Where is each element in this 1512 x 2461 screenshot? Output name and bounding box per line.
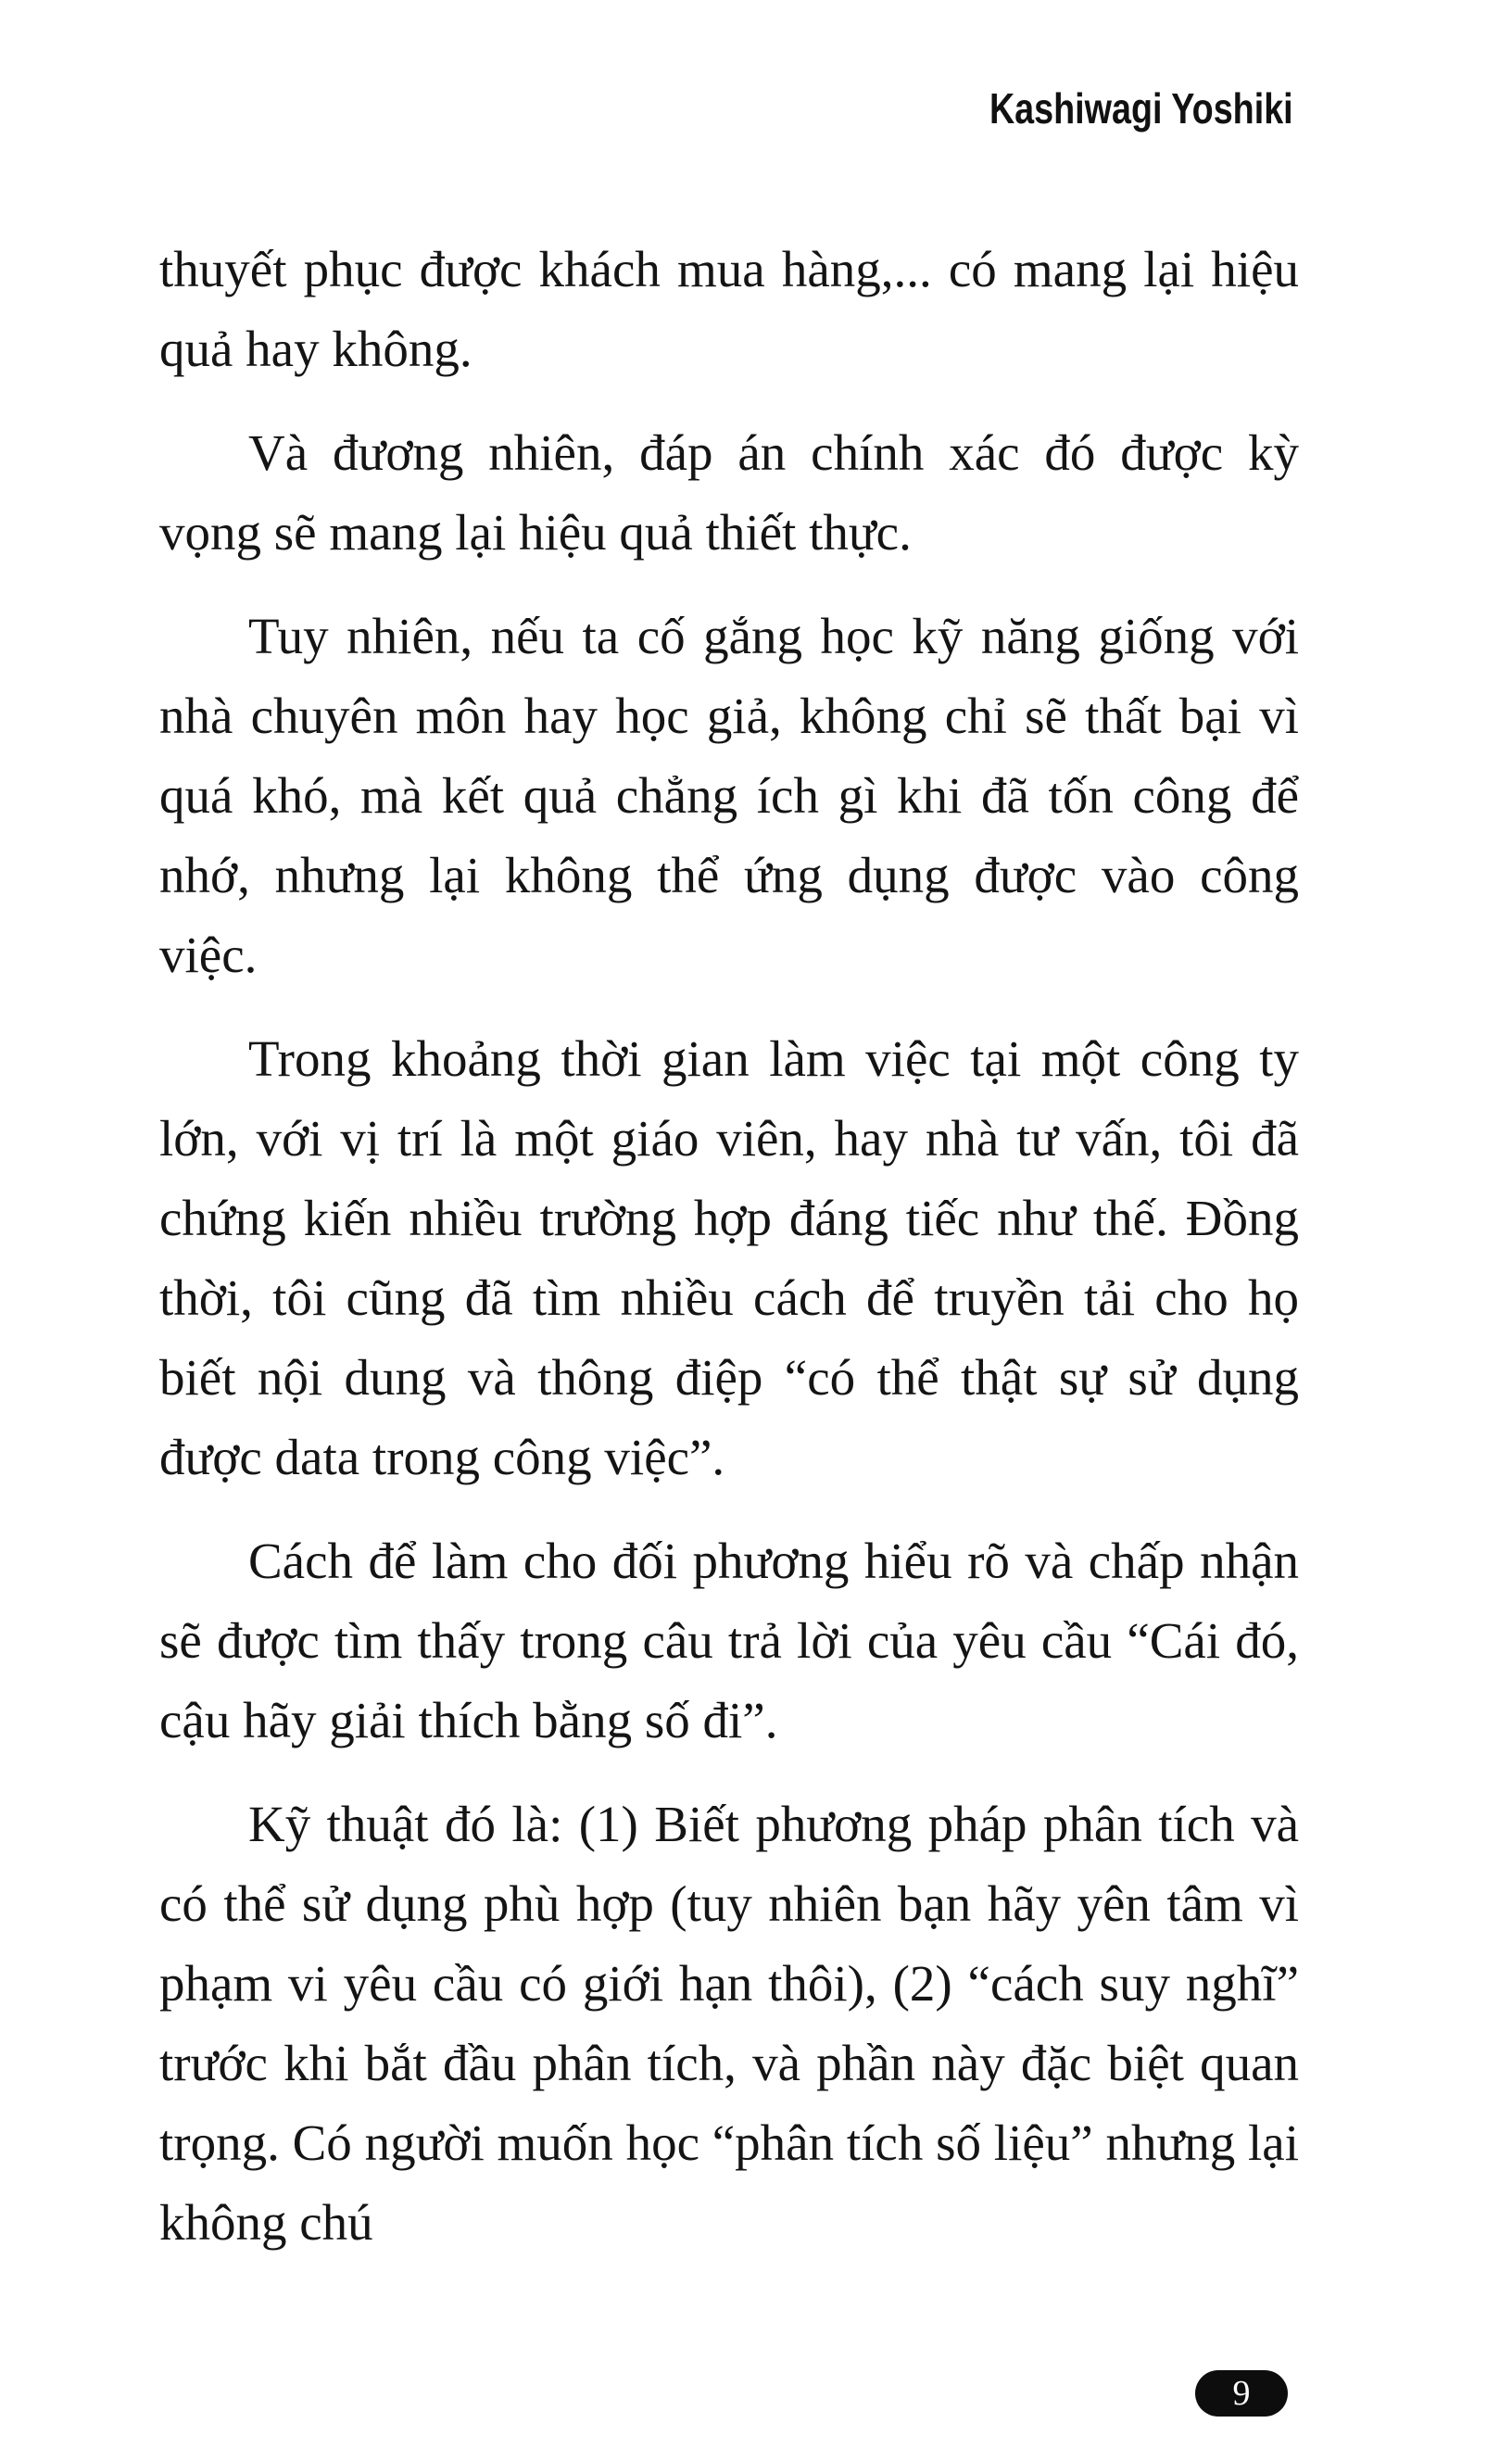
paragraph-3: Tuy nhiên, nếu ta cố gắng học kỹ năng giống với nhà chuyên môn hay học giả, không chỉ sẽ thất bại vì quá khó, mà kết quả chẳng ích gì khi đã tốn công để nhớ, nhưng lại không thể ứng dụng được vào công việc. (159, 608, 1299, 983)
page-number-badge: 9 (1195, 2370, 1288, 2417)
paragraph-4: Trong khoảng thời gian làm việc tại một công ty lớn, với vị trí là một giáo viên, hay nhà tư vấn, tôi đã chứng kiến nhiều trường hợp đáng tiếc như thế. Đồng thời, tôi cũng đã tìm nhiều cách để truyền tải cho họ biết nội dung và thông điệp “có thể thật sự sử dụng được data trong công việc”. (159, 1030, 1299, 1485)
running-header-author: Kashiwagi Yoshiki (989, 84, 1293, 133)
paragraph-5: Cách để làm cho đối phương hiểu rõ và chấp nhận sẽ được tìm thấy trong câu trả lời của yêu cầu “Cái đó, cậu hãy giải thích bằng số đi”. (159, 1533, 1299, 1748)
body-text (159, 230, 1299, 2263)
paragraph-6: Kỹ thuật đó là: (1) Biết phương pháp phân tích và có thể sử dụng phù hợp (tuy nhiên bạn hãy yên tâm vì phạm vi yêu cầu có giới hạn thôi), (2) “cách suy nghĩ” trước khi bắt đầu phân tích, và phần này đặc biệt quan trọng. Có người muốn học “phân tích số liệu” nhưng lại không chú (159, 1796, 1299, 2251)
paragraph-1: thuyết phục được khách mua hàng,... có mang lại hiệu quả hay không. (159, 241, 1299, 377)
paragraph-2: Và đương nhiên, đáp án chính xác đó được kỳ vọng sẽ mang lại hiệu quả thiết thực. (159, 424, 1299, 561)
